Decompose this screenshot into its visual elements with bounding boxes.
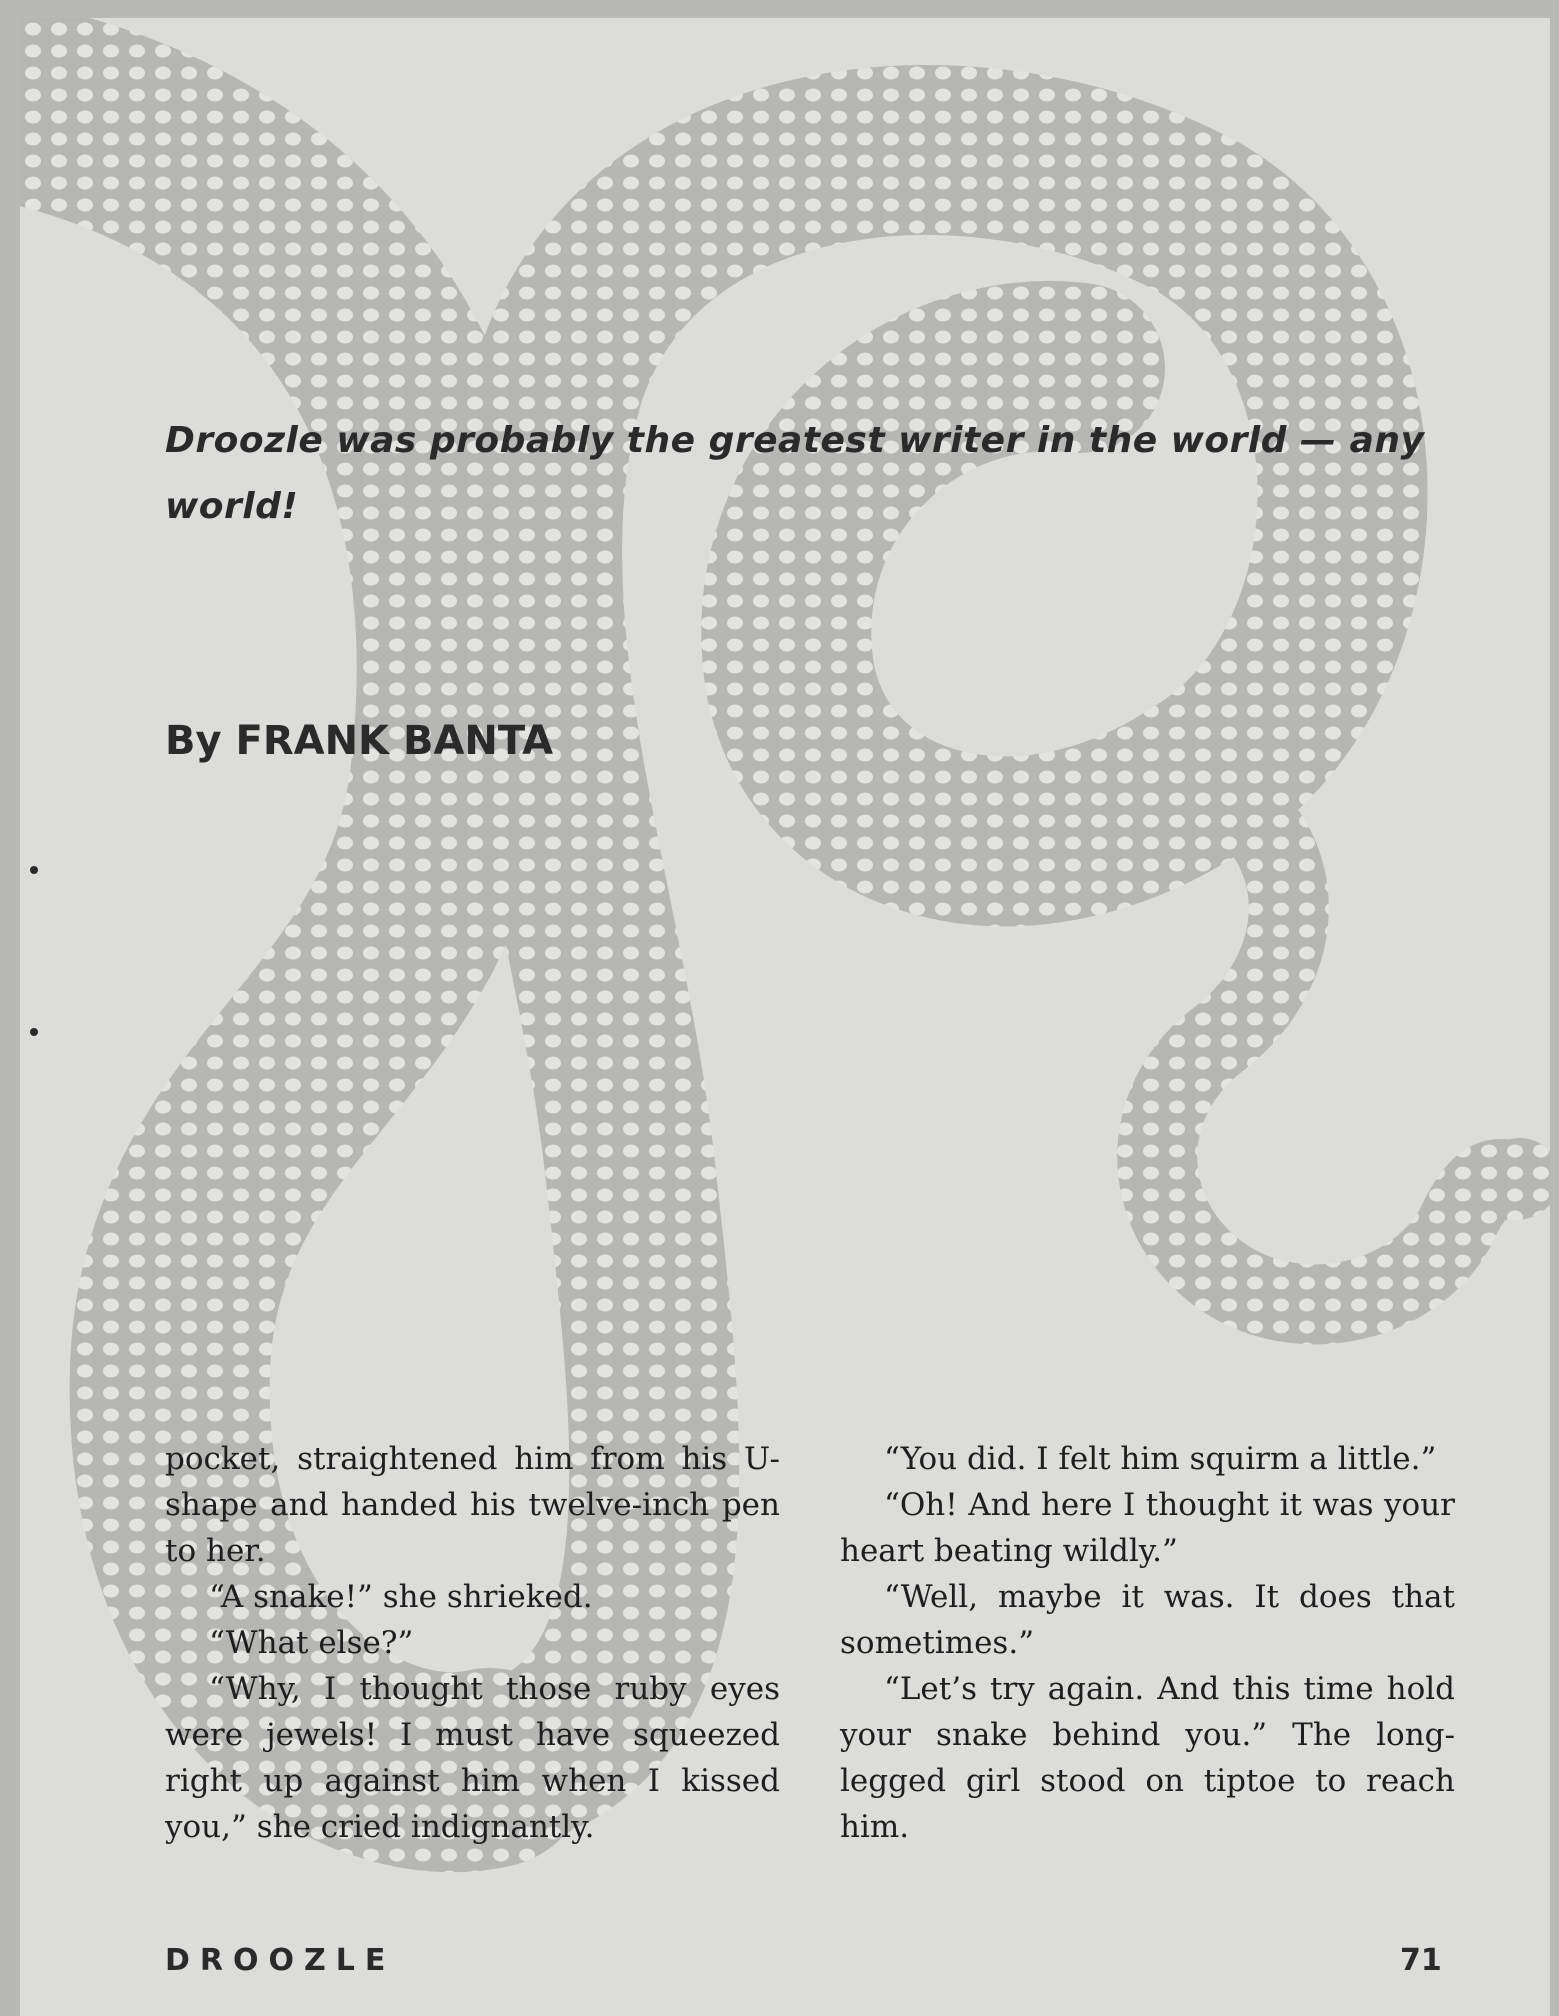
- author-byline: By FRANK BANTA: [165, 718, 554, 764]
- page-number: 71: [1400, 1943, 1442, 1978]
- right-column: [840, 1436, 1455, 1850]
- paragraph: “What else?”: [209, 1625, 414, 1661]
- paragraph: pocket, straightened him from his U-shape and handed his twelve-inch pen to her.: [165, 1441, 780, 1569]
- binding-hole: [30, 866, 38, 874]
- binding-hole: [30, 1028, 38, 1036]
- magazine-page: [20, 18, 1550, 2016]
- running-title: DROOZLE: [165, 1943, 396, 1978]
- paragraph: “Oh! And here I thought it was your heart beating wildly.”: [840, 1487, 1455, 1569]
- paragraph: “You did. I felt him squirm a little.”: [884, 1441, 1437, 1477]
- paragraph: “Let’s try again. And this time hold your snake behind you.” The long-legged girl stood on tiptoe to reach him.: [840, 1671, 1455, 1845]
- story-tagline: Droozle was probably the greatest writer in the world — any world!: [165, 420, 1425, 527]
- left-column: [165, 1436, 780, 1850]
- paragraph: “A snake!” she shrieked.: [209, 1579, 593, 1615]
- paragraph: “Why, I thought those ruby eyes were jewels! I must have squeezed right up against him when I kissed you,” she cried indignantly.: [165, 1671, 780, 1845]
- paragraph: “Well, maybe it was. It does that sometimes.”: [840, 1579, 1455, 1661]
